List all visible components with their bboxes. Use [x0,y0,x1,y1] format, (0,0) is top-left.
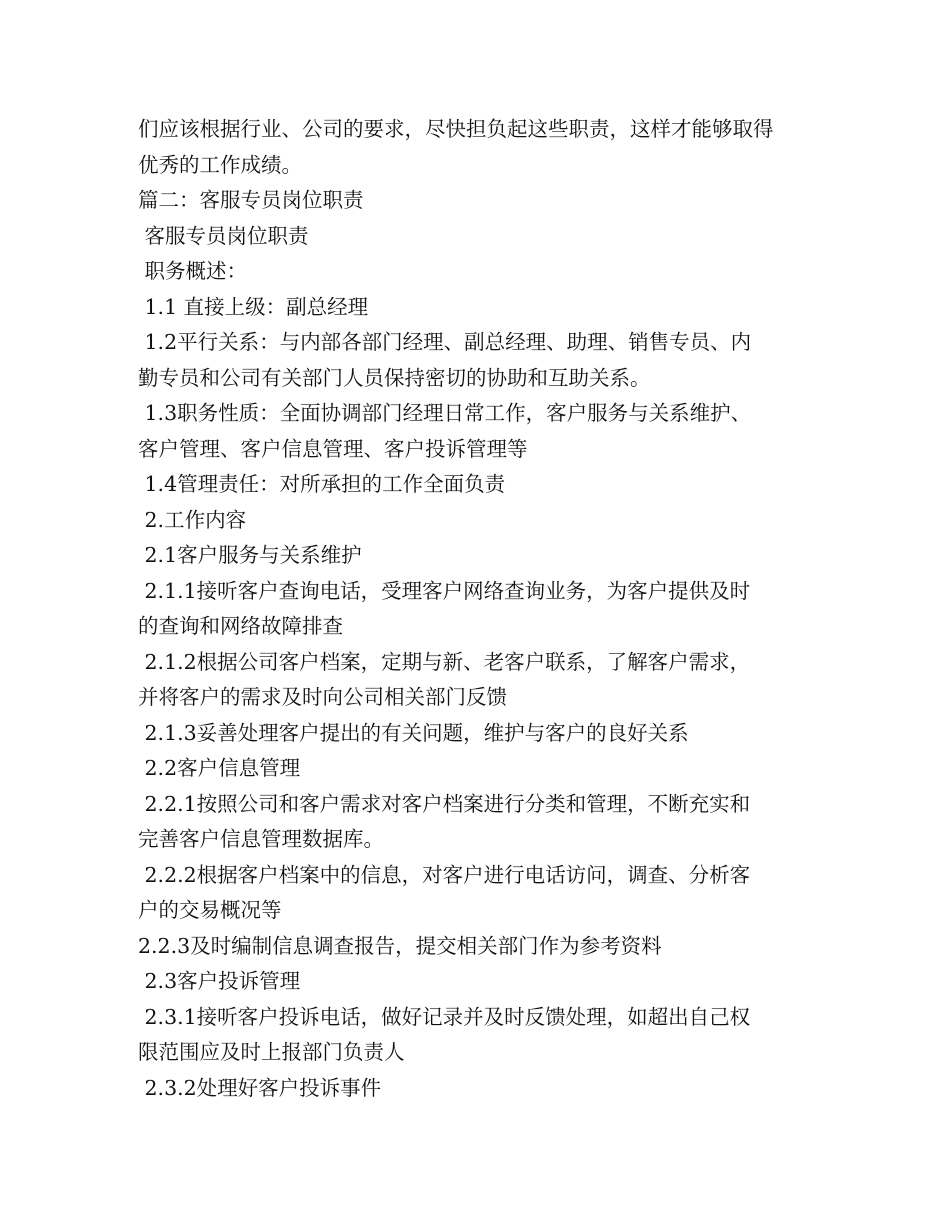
text-line: 2.1.1接听客户查询电话，受理客户网络查询业务，为客户提供及时 [138,578,751,603]
text-line: 2.2.1按照公司和客户需求对客户档案进行分类和管理，不断充实和 [138,791,751,816]
text-line: 勤专员和公司有关部门人员保持密切的协助和互助关系。 [138,365,651,390]
text-line: 2.1.3妥善处理客户提出的有关问题，维护与客户的良好关系 [138,720,689,745]
text-line: 的查询和网络故障排查 [138,614,343,638]
text-line: 2.1客户服务与关系维护 [138,543,362,567]
section-heading: 篇二：客服专员岗位职责 [138,188,364,212]
document-body [138,112,818,1106]
text-line: 完善客户信息管理数据库。 [138,827,384,851]
text-line: 1.4管理责任：对所承担的工作全面负责 [138,472,506,496]
text-line: 们应该根据行业、公司的要求，尽快担负起这些职责，这样才能够取得 [138,117,774,141]
text-line: 2.3客户投诉管理 [138,969,301,993]
text-line: 2.3.2处理好客户投诉事件 [138,1075,382,1100]
text-line: 并将客户的需求及时向公司相关部门反馈 [138,685,507,709]
text-line: 2.1.2根据公司客户档案，定期与新、老客户联系，了解客户需求， [138,649,751,674]
text-line: 职务概述： [138,259,248,283]
text-line: 客户管理、客户信息管理、客户投诉管理等 [138,436,528,461]
text-line: 1.1 直接上级：副总经理 [138,294,369,319]
text-line: 1.3职务性质：全面协调部门经理日常工作，客户服务与关系维护、 [138,401,752,425]
text-line: 限范围应及时上报部门负责人 [138,1040,405,1064]
text-line: 2.2客户信息管理 [138,756,301,780]
text-line: 2.2.3及时编制信息调查报告，提交相关部门作为参考资料 [138,933,662,958]
text-line: 户的交易概况等 [138,898,282,922]
text-line: 2.3.1接听客户投诉电话，做好记录并及时反馈处理，如超出自己权 [138,1004,751,1029]
section-title: 客服专员岗位职责 [138,223,309,248]
text-line: 2.2.2根据客户档案中的信息，对客户进行电话访问，调查、分析客 [138,862,751,887]
text-line: 优秀的工作成绩。 [138,152,302,177]
text-line: 1.2平行关系：与内部各部门经理、副总经理、助理、销售专员、内 [138,330,752,354]
text-line: 2.工作内容 [138,507,247,532]
